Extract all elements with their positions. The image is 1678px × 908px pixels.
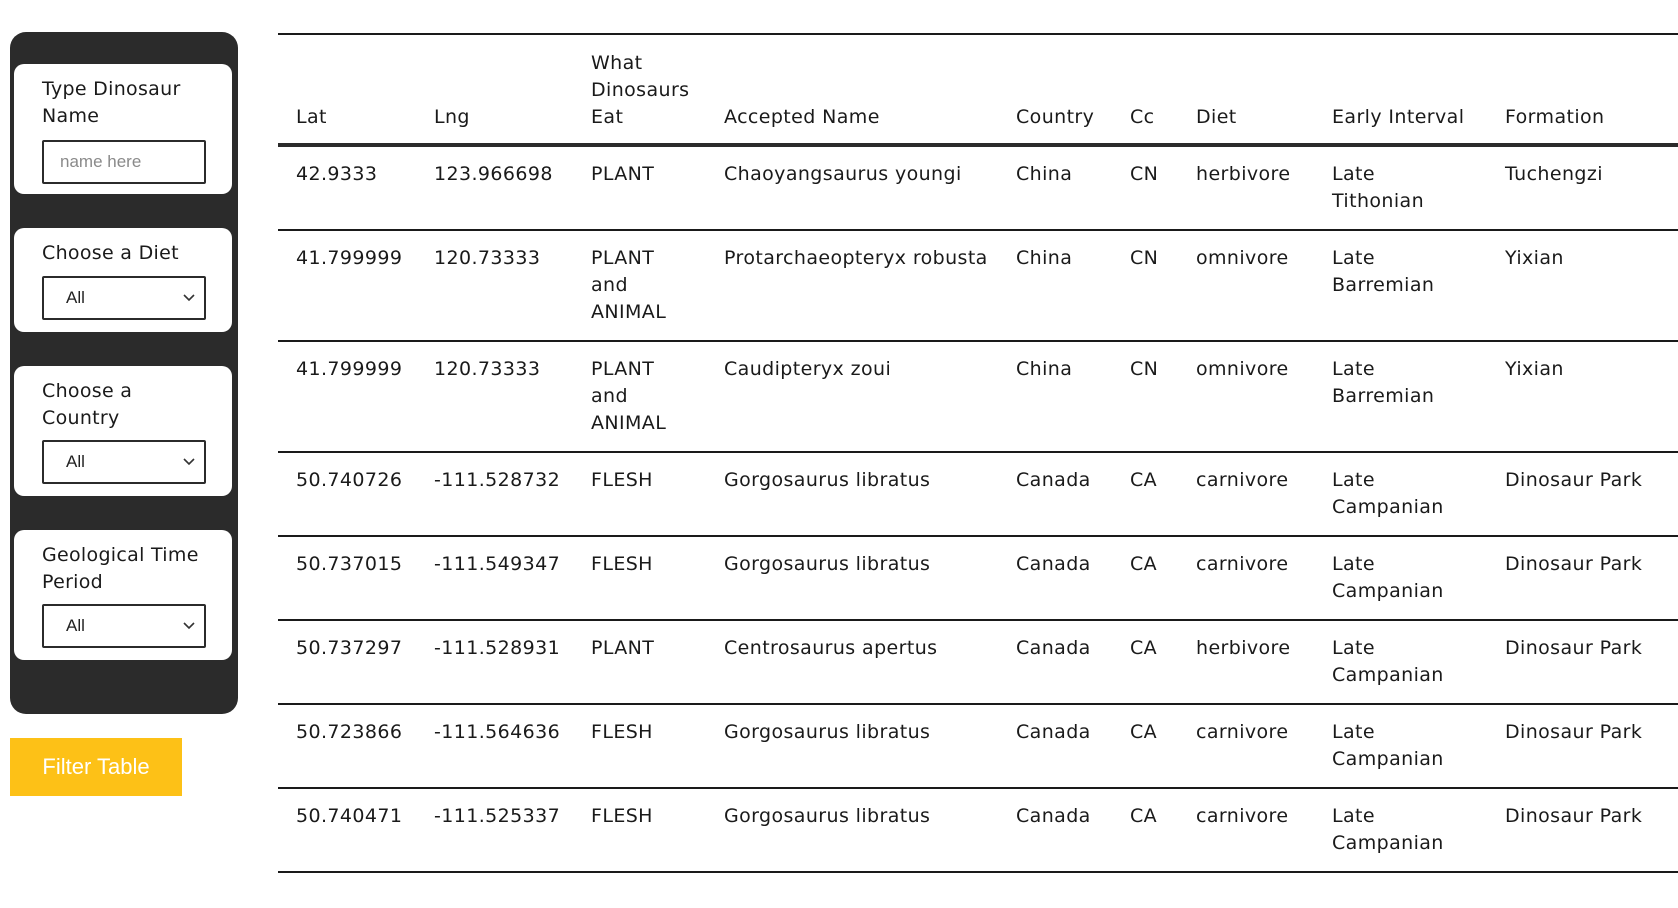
country-filter-label: Choose a Country bbox=[42, 380, 133, 429]
table-cell: Chaoyangsaurus youngi bbox=[724, 163, 962, 185]
table-cell: Canada bbox=[1016, 721, 1091, 743]
table-cell: China bbox=[1016, 358, 1073, 380]
table-cell: -111.549347 bbox=[434, 553, 561, 575]
table-cell: Canada bbox=[1016, 805, 1091, 827]
chevron-down-icon bbox=[182, 618, 196, 632]
table-cell: Dinosaur Park bbox=[1505, 553, 1643, 575]
country-select-value: All bbox=[66, 452, 85, 471]
table-cell: Yixian bbox=[1505, 247, 1564, 269]
table-cell: Gorgosaurus libratus bbox=[724, 553, 931, 575]
table-cell: 50.737015 bbox=[296, 553, 403, 575]
table-cell: Late Barremian bbox=[1332, 358, 1435, 407]
table-cell: 50.740471 bbox=[296, 805, 403, 827]
chevron-down-icon bbox=[182, 454, 196, 468]
table-cell: -111.564636 bbox=[434, 721, 561, 743]
table-cell: CN bbox=[1130, 163, 1159, 185]
table-cell: CA bbox=[1130, 553, 1158, 575]
name-filter-label: Type Dinosaur Name bbox=[42, 78, 181, 127]
table-cell: Late Campanian bbox=[1332, 637, 1444, 686]
table-cell: 41.799999 bbox=[296, 358, 403, 380]
column-header: Country bbox=[1016, 106, 1095, 128]
table-cell: CA bbox=[1130, 469, 1158, 491]
table-header-row bbox=[278, 34, 1678, 145]
table-row bbox=[278, 145, 1678, 230]
diet-select-value: All bbox=[66, 288, 85, 307]
table-cell: Dinosaur Park bbox=[1505, 637, 1643, 659]
table-cell: FLESH bbox=[591, 805, 653, 827]
table-cell: Yixian bbox=[1505, 358, 1564, 380]
column-header: Lat bbox=[296, 106, 327, 128]
table-cell: -111.525337 bbox=[434, 805, 561, 827]
column-header: Formation bbox=[1505, 106, 1605, 128]
table-cell: -111.528931 bbox=[434, 637, 561, 659]
table-cell: PLANT bbox=[591, 163, 655, 185]
table-cell: Late Campanian bbox=[1332, 469, 1444, 518]
table-cell: CN bbox=[1130, 247, 1159, 269]
table-cell: herbivore bbox=[1196, 163, 1291, 185]
table-cell: Protarchaeopteryx robusta bbox=[724, 247, 988, 269]
table-cell: Tuchengzi bbox=[1505, 163, 1603, 185]
table-cell: 50.740726 bbox=[296, 469, 403, 491]
table-cell: China bbox=[1016, 247, 1073, 269]
table-cell: PLANT and ANIMAL bbox=[591, 358, 667, 434]
table-cell: Late Campanian bbox=[1332, 805, 1444, 854]
table-cell: -111.528732 bbox=[434, 469, 561, 491]
column-header: Diet bbox=[1196, 106, 1237, 128]
table-cell: PLANT and ANIMAL bbox=[591, 247, 667, 323]
table-cell: CA bbox=[1130, 637, 1158, 659]
filter-sidebar bbox=[10, 32, 238, 714]
table-cell: 50.737297 bbox=[296, 637, 403, 659]
column-header: What Dinosaurs Eat bbox=[591, 52, 690, 128]
diet-filter-card bbox=[14, 228, 232, 332]
table-cell: FLESH bbox=[591, 553, 653, 575]
table-cell: carnivore bbox=[1196, 721, 1289, 743]
dinosaur-table bbox=[278, 33, 1678, 873]
table-cell: 50.723866 bbox=[296, 721, 403, 743]
table-row bbox=[278, 230, 1678, 341]
chevron-down-icon bbox=[182, 290, 196, 304]
country-filter-card bbox=[14, 366, 232, 496]
table-cell: Dinosaur Park bbox=[1505, 721, 1643, 743]
dinosaur-name-input[interactable] bbox=[42, 140, 206, 184]
table-cell: omnivore bbox=[1196, 247, 1289, 269]
column-header: Early Interval bbox=[1332, 106, 1465, 128]
column-header: Lng bbox=[434, 106, 470, 128]
table-cell: omnivore bbox=[1196, 358, 1289, 380]
table-cell: CA bbox=[1130, 721, 1158, 743]
table-row bbox=[278, 620, 1678, 704]
country-select[interactable] bbox=[42, 440, 206, 484]
table-cell: Gorgosaurus libratus bbox=[724, 805, 931, 827]
table-cell: Dinosaur Park bbox=[1505, 805, 1643, 827]
period-filter-label: Geological Time Period bbox=[42, 544, 199, 593]
table-row bbox=[278, 341, 1678, 452]
period-select-value: All bbox=[66, 616, 85, 635]
table-cell: carnivore bbox=[1196, 469, 1289, 491]
table-cell: Caudipteryx zoui bbox=[724, 358, 892, 380]
table-cell: 120.73333 bbox=[434, 247, 541, 269]
table-row bbox=[278, 788, 1678, 872]
column-header: Accepted Name bbox=[724, 106, 880, 128]
table-cell: Gorgosaurus libratus bbox=[724, 721, 931, 743]
table-cell: carnivore bbox=[1196, 805, 1289, 827]
table-cell: China bbox=[1016, 163, 1073, 185]
name-filter-card bbox=[14, 64, 232, 194]
table-row bbox=[278, 452, 1678, 536]
dinosaur-table-container[interactable] bbox=[278, 33, 1643, 893]
table-row bbox=[278, 536, 1678, 620]
column-header: Cc bbox=[1130, 106, 1155, 128]
table-cell: Late Tithonian bbox=[1332, 163, 1425, 212]
table-cell: Canada bbox=[1016, 469, 1091, 491]
table-cell: FLESH bbox=[591, 721, 653, 743]
table-cell: Canada bbox=[1016, 637, 1091, 659]
table-cell: Late Campanian bbox=[1332, 553, 1444, 602]
table-row bbox=[278, 704, 1678, 788]
table-cell: Dinosaur Park bbox=[1505, 469, 1643, 491]
table-cell: 120.73333 bbox=[434, 358, 541, 380]
table-cell: CA bbox=[1130, 805, 1158, 827]
table-cell: carnivore bbox=[1196, 553, 1289, 575]
table-cell: herbivore bbox=[1196, 637, 1291, 659]
diet-filter-label: Choose a Diet bbox=[42, 242, 179, 264]
table-cell: Centrosaurus apertus bbox=[724, 637, 938, 659]
period-filter-card bbox=[14, 530, 232, 660]
filter-table-button[interactable]: Filter Table bbox=[10, 738, 182, 796]
table-cell: 123.966698 bbox=[434, 163, 553, 185]
table-cell: CN bbox=[1130, 358, 1159, 380]
table-cell: Gorgosaurus libratus bbox=[724, 469, 931, 491]
table-cell: Late Barremian bbox=[1332, 247, 1435, 296]
table-cell: 41.799999 bbox=[296, 247, 403, 269]
diet-select[interactable] bbox=[42, 276, 206, 320]
table-cell: Late Campanian bbox=[1332, 721, 1444, 770]
table-cell: Canada bbox=[1016, 553, 1091, 575]
table-cell: FLESH bbox=[591, 469, 653, 491]
table-cell: 42.9333 bbox=[296, 163, 378, 185]
table-cell: PLANT bbox=[591, 637, 655, 659]
period-select[interactable] bbox=[42, 604, 206, 648]
